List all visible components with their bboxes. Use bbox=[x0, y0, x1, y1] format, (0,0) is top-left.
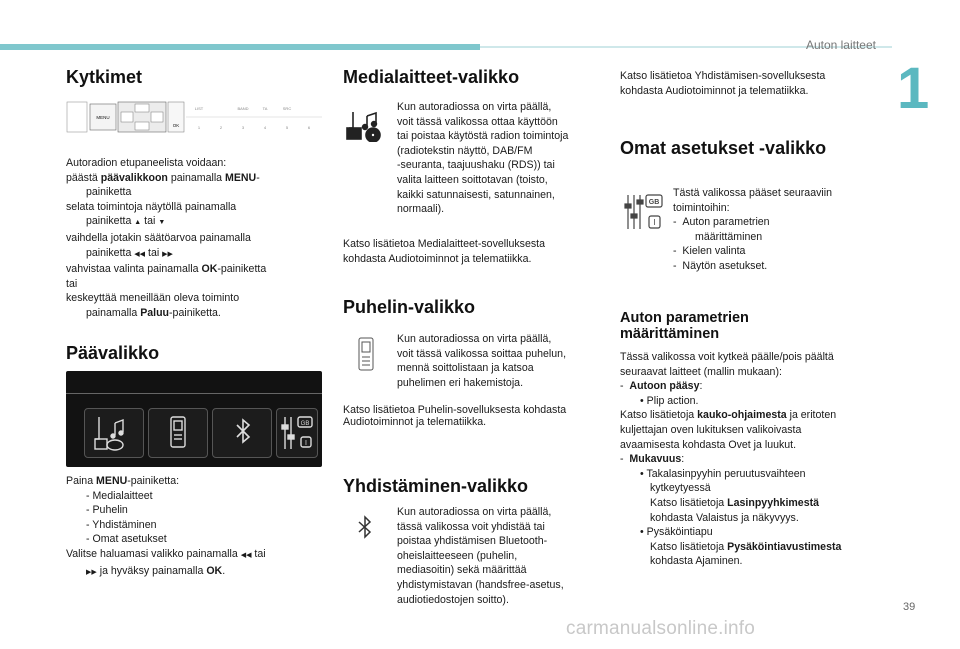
auton-title-line2: määrittäminen bbox=[620, 326, 720, 342]
watermark: carmanualsonline.info bbox=[566, 618, 756, 639]
kytkimet-body: Autoradion etupaneelista voidaan: päästä päävalikkoon painamalla MENU- painiketta selata toimintoja näytöllä painamalla painiketta ▲ tai ▼ vaihdella jotakin säätöarvoa painamalla painiketta ◀◀ tai ▶▶ vahvistaa valinta painamalla OK-painiketta tai keskeyttää meneillään oleva toiminto painamalla Paluu-painiketta. bbox=[66, 156, 328, 321]
media-icon bbox=[85, 409, 143, 457]
preset-3-label: 3 bbox=[241, 125, 245, 130]
forward-icon: ▶▶ bbox=[86, 568, 97, 576]
kytkimet-intro: Autoradion etupaneelista voidaan: bbox=[66, 157, 227, 169]
list-key-label: LIST bbox=[194, 106, 204, 111]
chapter-number: 1 bbox=[897, 56, 930, 121]
ok-key-label: OK bbox=[172, 123, 180, 128]
preset-5-label: 5 bbox=[285, 125, 289, 130]
yhdistaminen-description: Kun autoradiossa on virta päällä, tässä valikossa voit yhdistää tai poistaa yhdistämisen Bluetooth- oheislaitteeseen (puhelin, mediasoitin) sekä määrittää yhdistymistavan (handsfree-asetus, audiotiedostojen soitto). bbox=[397, 506, 564, 606]
settings-sliders-icon bbox=[622, 192, 664, 232]
bluetooth-tile bbox=[212, 408, 272, 458]
kytkimet-title: Kytkimet bbox=[66, 67, 143, 87]
radio-front-panel-illustration bbox=[66, 100, 322, 136]
gb-label: GB bbox=[300, 421, 310, 427]
connect-reference: Katso lisätietoa Yhdistämisen-sovelluksesta kohdasta Audiotoiminnot ja telematiikka. bbox=[620, 70, 826, 97]
preset-1-label: 1 bbox=[197, 125, 201, 130]
settings-sliders-icon bbox=[277, 409, 317, 457]
rewind-icon: ◀◀ bbox=[134, 250, 146, 258]
menu-item-settings: Omat asetukset bbox=[92, 533, 167, 546]
menu-item-connect: Yhdistäminen bbox=[92, 518, 157, 531]
auton-title-line1: Auton parametrien bbox=[620, 310, 749, 326]
down-arrow-icon: ▼ bbox=[158, 219, 166, 227]
omat-description: Tästä valikossa pääset seuraaviin toimintoihin: - Auton parametrien määrittäminen - Kielen valinta - Näytön asetukset. bbox=[673, 187, 832, 272]
media-title: Medialaitteet-valikko bbox=[343, 67, 520, 87]
puhelin-reference: Katso lisätietoa Puhelin-sovelluksesta kohdasta Audiotoiminnot ja telematiikka. bbox=[343, 404, 567, 428]
omat-title: Omat asetukset -valikko bbox=[620, 138, 827, 158]
src-key-label: SRC bbox=[282, 106, 292, 111]
bluetooth-icon bbox=[213, 409, 271, 457]
paavalikko-body: Paina MENU-painiketta: - Medialaitteet - Puhelin - Yhdistäminen - Omat asetukset Valitse haluamasi valikko painamalla ◀◀ tai ▶▶ ja hyväksy painamalla OK. bbox=[66, 475, 266, 577]
media-reference: Katso lisätietoa Medialaitteet-sovelluksesta kohdasta Audiotoiminnot ja telematiikka. bbox=[343, 238, 545, 265]
puhelin-title: Puhelin-valikko bbox=[343, 297, 476, 317]
yhdistaminen-title: Yhdistäminen-valikko bbox=[343, 476, 529, 496]
ta-key-label: TA bbox=[262, 106, 268, 111]
up-arrow-icon: ▲ bbox=[134, 219, 142, 227]
section-header: Auton laitteet bbox=[805, 38, 876, 52]
preset-6-label: 6 bbox=[307, 125, 311, 130]
bluetooth-icon bbox=[357, 515, 373, 541]
header-accent-bar bbox=[0, 44, 480, 50]
media-tile bbox=[84, 408, 144, 458]
svg-text:I: I bbox=[653, 218, 656, 227]
band-key-label: BAND bbox=[237, 106, 249, 111]
settings-tile bbox=[276, 408, 318, 458]
svg-text:I: I bbox=[305, 440, 307, 447]
puhelin-description: Kun autoradiossa on virta päällä, voit tässä valikossa soittaa puhelun, mennä soittolistaan ja katsoa puhelimen eri hakemistoja. bbox=[397, 333, 567, 389]
preset-2-label: 2 bbox=[219, 125, 223, 130]
media-description: Kun autoradiossa on virta päällä, voit tässä valikossa ottaa käyttöön tai poistaa käytöstä radion toimintoja (radiotekstin näyttö, DAB/FM -seuranta, taajuushaku (RDS)) tai valita laitteen soittotavan (toisto, kaikki satunnaisesti, satunnainen, normaali). bbox=[397, 101, 569, 216]
left-column bbox=[66, 66, 328, 88]
phone-icon bbox=[149, 409, 207, 457]
media-icon bbox=[345, 110, 385, 142]
main-menu-screen-illustration bbox=[66, 371, 322, 467]
phone-icon bbox=[357, 337, 375, 371]
menu-item-phone: Puhelin bbox=[92, 504, 128, 517]
menu-key-label: MENU bbox=[96, 115, 110, 120]
menu-item-media: Medialaitteet bbox=[92, 489, 153, 502]
auton-body: Tässä valikossa voit kytkeä päälle/pois päältä seuraavat laitteet (mallin mukaan): - Autoon pääsy: • Plip action. Katso lisätietoja kauko-ohjaimesta ja eritoten kuljettajan oven lukituksen valikoivasta avaamisesta kohdasta Ovet ja luukut. - Mukavuus: • Takalasinpyyhin peruutusvaihteen kytkeytyessä Katso lisätietoja Lasinpyyhkimestä kohdasta Valaistus ja näkyvyys. • Pysäköintiapu Katso lisätietoja Pysäköintiavustimesta kohdasta Ajaminen. bbox=[620, 351, 842, 568]
page-number: 39 bbox=[903, 601, 916, 613]
preset-4-label: 4 bbox=[263, 125, 267, 130]
forward-icon: ▶▶ bbox=[162, 250, 173, 258]
rewind-icon: ◀◀ bbox=[240, 551, 252, 559]
gb-label: GB bbox=[648, 199, 660, 206]
phone-tile bbox=[148, 408, 208, 458]
paavalikko-title: Päävalikko bbox=[66, 343, 160, 363]
